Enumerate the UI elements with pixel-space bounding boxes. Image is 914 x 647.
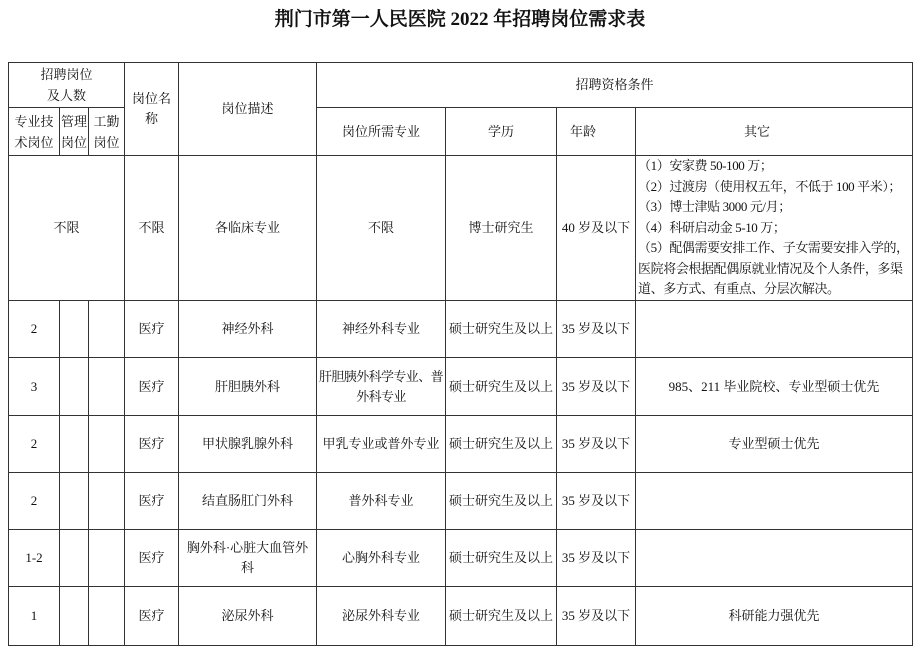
other-condition-item: （3）博士津贴 3000 元/月；	[638, 199, 791, 215]
education-cell: 硕士研究生及以上	[446, 416, 557, 473]
header-qualifications: 招聘资格条件	[317, 63, 913, 108]
education-cell: 硕士研究生及以上	[446, 358, 557, 416]
management-count-cell	[60, 301, 89, 358]
header-management: 管理岗位	[60, 108, 89, 156]
education-cell: 硕士研究生及以上	[446, 301, 557, 358]
age-cell: 35 岁及以下	[557, 358, 636, 416]
age-cell: 35 岁及以下	[557, 530, 636, 587]
other-condition-item: （2）过渡房（使用权五年，不低于 100 平米）；	[638, 178, 902, 194]
required-major-cell: 肝胆胰外科学专业、普外科专业	[317, 358, 446, 416]
header-position-description: 岗位描述	[179, 63, 317, 156]
table-row	[9, 156, 913, 301]
education-cell: 硕士研究生及以上	[446, 530, 557, 587]
position-description-cell: 各临床专业	[179, 156, 317, 301]
professional-technical-count-cell: 2	[9, 416, 60, 473]
age-cell: 35 岁及以下	[557, 301, 636, 358]
table-row	[9, 416, 913, 473]
position-name-cell: 医疗	[125, 587, 179, 646]
age-cell: 35 岁及以下	[557, 473, 636, 530]
position-description-cell: 结直肠肛门外科	[179, 473, 317, 530]
management-count-cell	[60, 587, 89, 646]
table-row	[9, 587, 913, 646]
worker-count-cell	[89, 416, 125, 473]
position-description-cell: 泌尿外科	[179, 587, 317, 646]
required-major-cell: 泌尿外科专业	[317, 587, 446, 646]
worker-count-cell	[89, 301, 125, 358]
professional-technical-count-cell: 3	[9, 358, 60, 416]
other-conditions-cell: 科研能力强优先	[636, 587, 913, 646]
header-professional-technical: 专业技术岗位	[9, 108, 60, 156]
management-count-cell	[60, 473, 89, 530]
other-conditions-cell	[636, 301, 913, 358]
education-cell: 硕士研究生及以上	[446, 587, 557, 646]
other-conditions-cell: 专业型硕士优先	[636, 416, 913, 473]
table-row	[9, 473, 913, 530]
management-count-cell	[60, 530, 89, 587]
management-count-cell	[60, 416, 89, 473]
education-cell: 硕士研究生及以上	[446, 473, 557, 530]
position-name-cell: 医疗	[125, 301, 179, 358]
required-major-cell: 神经外科专业	[317, 301, 446, 358]
worker-count-cell	[89, 358, 125, 416]
professional-technical-count-cell: 2	[9, 301, 60, 358]
header-other: 其它	[636, 108, 913, 156]
required-major-cell: 不限	[317, 156, 446, 301]
education-cell: 博士研究生	[446, 156, 557, 301]
required-major-cell: 普外科专业	[317, 473, 446, 530]
other-condition-item: （5）配偶需要安排工作、子女需要安排入学的，医院将会根据配偶原就业情况及个人条件，多渠道、多方式、有重点、分层次解决。	[638, 240, 909, 297]
header-positions-count-line: 招聘岗位	[40, 67, 93, 82]
professional-technical-count-cell: 2	[9, 473, 60, 530]
worker-count-cell	[89, 587, 125, 646]
table-row	[9, 358, 913, 416]
position-description-cell: 胸外科·心脏大血管外科	[179, 530, 317, 587]
header-age: 年龄	[557, 108, 636, 156]
professional-technical-count-cell: 1-2	[9, 530, 60, 587]
position-name-cell: 医疗	[125, 416, 179, 473]
age-cell: 40 岁及以下	[557, 156, 636, 301]
position-name-cell: 医疗	[125, 473, 179, 530]
required-major-cell: 心胸外科专业	[317, 530, 446, 587]
position-description-cell: 甲状腺乳腺外科	[179, 416, 317, 473]
header-positions-count	[9, 63, 125, 108]
position-description-cell: 神经外科	[179, 301, 317, 358]
header-position-name: 岗位名称	[125, 63, 179, 156]
header-positions-count-line: 及人数	[47, 88, 87, 103]
worker-count-cell	[89, 530, 125, 587]
other-condition-item: （4）科研启动金 5-10 万；	[638, 219, 786, 235]
other-condition-item: （1）安家费 50-100 万；	[638, 158, 773, 174]
table-row	[9, 530, 913, 587]
age-cell: 35 岁及以下	[557, 587, 636, 646]
worker-count-cell	[89, 473, 125, 530]
position-name-cell: 医疗	[125, 530, 179, 587]
header-row-top	[9, 63, 913, 108]
table-row	[9, 301, 913, 358]
header-education: 学历	[446, 108, 557, 156]
other-conditions-cell	[636, 156, 913, 301]
header-worker: 工勤岗位	[89, 108, 125, 156]
position-name-cell: 不限	[125, 156, 179, 301]
headcount-cell: 不限	[9, 156, 125, 301]
other-conditions-cell	[636, 473, 913, 530]
position-description-cell: 肝胆胰外科	[179, 358, 317, 416]
required-major-cell: 甲乳专业或普外专业	[317, 416, 446, 473]
other-conditions-cell	[636, 530, 913, 587]
age-cell: 35 岁及以下	[557, 416, 636, 473]
management-count-cell	[60, 358, 89, 416]
recruitment-table	[8, 62, 913, 646]
header-required-major: 岗位所需专业	[317, 108, 446, 156]
professional-technical-count-cell: 1	[9, 587, 60, 646]
other-conditions-cell: 985、211 毕业院校、专业型硕士优先	[636, 358, 913, 416]
position-name-cell: 医疗	[125, 358, 179, 416]
document-title: 荆门市第一人民医院 2022 年招聘岗位需求表	[274, 9, 646, 30]
